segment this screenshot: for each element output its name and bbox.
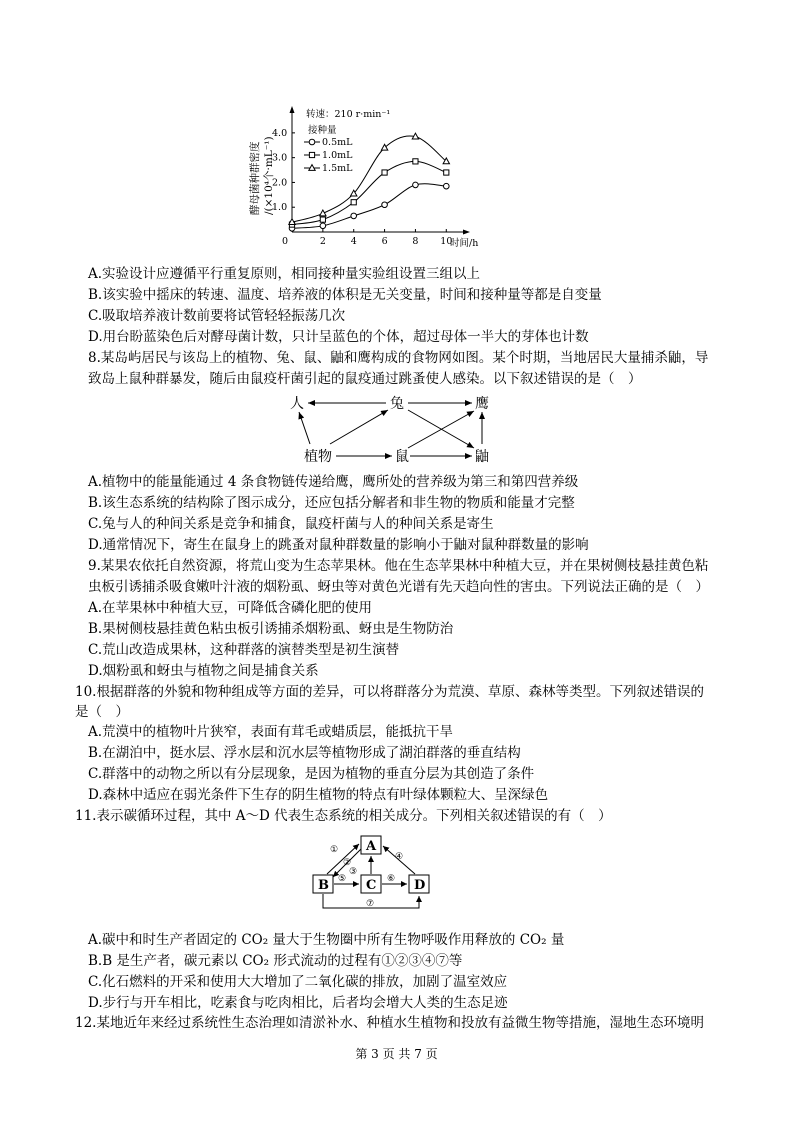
q12-stem-line1: 12.某地近年来经过系统性生态治理如清淤补水、种植水生植物和投放有益微生物等措施，湿地生态环境明 (75, 1015, 704, 1031)
series-point-0.5mL (320, 223, 326, 229)
series-point-0.5mL (443, 183, 449, 189)
q11-option-d: D.步行与开车相比，吃素食与吃肉相比，后者均会增大人类的生态足迹 (88, 995, 508, 1011)
chart-y-arrow (290, 106, 295, 113)
food-web-node-weasel: 鼬 (475, 449, 489, 465)
y-tick-label: 1.0 (272, 202, 288, 214)
q8-option-d: D.通常情况下，寄生在鼠身上的跳蚤对鼠种群数量的影响小于鼬对鼠种群数量的影响 (88, 537, 589, 553)
x-tick-label: 0 (282, 236, 289, 247)
q9-stem-line2: 虫板引诱捕杀吸食嫩叶汁液的烟粉虱、蚜虫等对黄色光谱有先天趋向性的害虫。下列说法正确的是（ ） (88, 579, 709, 595)
q7-option-c: C.吸取培养液计数前要将试管轻轻振荡几次 (88, 308, 346, 324)
legend-marker (309, 152, 314, 157)
q7-option-b: B.该实验中摇床的转速、温度、培养液的体积是无关变量，时间和接种量等都是自变量 (88, 287, 602, 303)
cc-node-b: B (318, 878, 329, 893)
y-tick-label: 2.0 (272, 177, 288, 189)
x-tick-label: 10 (440, 236, 453, 247)
page-footer: 第 3 页 共 7 页 (355, 1047, 438, 1061)
chart-plot (289, 133, 450, 231)
cc-node-d: D (414, 878, 426, 893)
cc-node-c: C (366, 878, 377, 893)
x-tick-label: 2 (319, 236, 326, 247)
chart-xlabel: 时间/h (450, 238, 479, 249)
arrow-plant-to-rabbit (330, 410, 388, 444)
q10-option-a: A.荒漠中的植物叶片狭窄，表面有茸毛或蜡质层，能抵抗干旱 (88, 724, 454, 740)
q11-option-a: A.碳中和时生产者固定的 CO₂ 量大于生物圈中所有生物呼吸作用释放的 CO₂ 量 (88, 932, 565, 948)
y-tick-label: 4.0 (272, 127, 288, 139)
food-web-node-plant: 植物 (304, 449, 332, 465)
legend-label: 1.5mL (322, 163, 353, 174)
cc-node-a: A (366, 839, 377, 854)
legend-label: 0.5mL (322, 137, 353, 148)
yeast-growth-chart (240, 100, 510, 260)
q9-option-c: C.荒山改造成果林，这种群落的演替类型是初生演替 (88, 642, 400, 658)
x-tick-label: 8 (412, 236, 419, 247)
carbon-cycle-diagram (305, 832, 445, 916)
q8-option-a: A.植物中的能量能通过 4 条食物链传递给鹰，鹰所处的营养级为第三和第四营养级 (88, 474, 579, 490)
q8-option-b: B.该生态系统的结构除了图示成分，还应包括分解者和非生物的物质和能量才完整 (88, 495, 575, 511)
cc-label-4: ④ (395, 852, 404, 862)
q9-option-a: A.在苹果林中种植大豆，可降低含磷化肥的使用 (88, 600, 373, 616)
chart-x-arrow (463, 230, 470, 235)
q11-stem: 11.表示碳循环过程，其中 A～D 代表生态系统的相关成分。下列相关叙述错误的有（ ） (75, 808, 612, 824)
chart-ticks (272, 128, 452, 247)
cc-label-3: ③ (349, 867, 358, 877)
q9-stem-line1: 9.某果农依托自然资源，将荒山变为生态苹果林。他在生态苹果林中种植大豆，并在果树侧枝悬挂黄色粘 (88, 558, 709, 574)
q10-stem-line2: 是（ ） (75, 704, 129, 720)
cc-label-7: ⑦ (366, 899, 375, 909)
series-point-0.5mL (351, 213, 357, 219)
chart-ylabel (248, 136, 275, 215)
cc-label-2: ② (343, 858, 352, 868)
series-point-0.5mL (413, 182, 419, 188)
series-point-0.5mL (382, 202, 388, 208)
q8-stem-line1: 8.某岛屿居民与该岛上的植物、兔、鼠、鼬和鹰构成的食物网如图。某个时期，当地居民大量捕杀鼬，导 (88, 350, 709, 366)
y-tick-label: 3.0 (272, 152, 288, 164)
chart-legend (304, 137, 353, 174)
series-point-1.0mL (320, 217, 325, 222)
food-web-node-mouse: 鼠 (395, 449, 409, 465)
q9-option-d: D.烟粉虱和蚜虫与植物之间是捕食关系 (88, 663, 319, 679)
x-tick-label: 6 (381, 236, 388, 247)
series-point-1.0mL (413, 159, 418, 164)
q10-stem-line1: 10.根据群落的外貌和物种组成等方面的差异，可以将群落分为荒漠、草原、森林等类型。下列叙述错误的 (75, 684, 704, 700)
legend-label: 1.0mL (322, 150, 353, 161)
series-line-1.5mL (292, 136, 446, 222)
cc-label-1: ① (330, 845, 339, 855)
q10-option-d: D.森林中适应在弱光条件下生存的阴生植物的特点有叶绿体颗粒大、呈深绿色 (88, 787, 549, 803)
q8-stem-line2: 致岛上鼠种群暴发，随后由鼠疫杆菌引起的鼠疫通过跳蚤使人感染。以下叙述错误的是（ ） (88, 371, 642, 387)
arrow-plant-to-human (299, 412, 310, 444)
series-point-1.0mL (382, 170, 387, 175)
q11-option-b: B.B 是生产者，碳元素以 CO₂ 形式流动的过程有①②③④⑦等 (88, 953, 463, 969)
food-web-node-hawk: 鹰 (475, 396, 489, 412)
food-web-diagram (290, 392, 510, 468)
series-point-1.0mL (444, 170, 449, 175)
q11-option-c: C.化石燃料的开采和使用大大增加了二氧化碳的排放，加剧了温室效应 (88, 974, 508, 990)
food-web-node-rabbit: 兔 (390, 396, 404, 412)
chart-legend-title: 接种量 (308, 125, 337, 136)
chart-ylabel-line1: 酵母菌种群密度 (249, 141, 261, 215)
q9-option-b: B.果树侧枝悬挂黄色粘虫板引诱捕杀烟粉虱、蚜虫是生物防治 (88, 621, 454, 637)
q8-option-c: C.兔与人的种间关系是竞争和捕食，鼠疫杆菌与人的种间关系是寄生 (88, 516, 494, 532)
series-point-1.0mL (351, 200, 356, 205)
cc-label-5: ⑤ (338, 874, 347, 884)
chart-ylabel-line2: /(×10⁴个·mL⁻¹) (263, 136, 275, 215)
food-web-node-human: 人 (290, 396, 304, 412)
cc-label-6: ⑥ (387, 874, 396, 884)
q10-option-b: B.在湖泊中，挺水层、浮水层和沉水层等植物形成了湖泊群落的垂直结构 (88, 745, 521, 761)
chart-title: 转速：210 r·min⁻¹ (306, 109, 391, 120)
legend-marker (309, 139, 315, 145)
q7-option-a: A.实验设计应遵循平行重复原则，相同接种量实验组设置三组以上 (88, 266, 481, 282)
q10-option-c: C.群落中的动物之所以有分层现象，是因为植物的垂直分层为其创造了条件 (88, 766, 535, 782)
q7-option-d: D.用台盼蓝染色后对酵母菌计数，只计呈蓝色的个体，超过母体一半大的芽体也计数 (88, 329, 589, 345)
x-tick-label: 4 (350, 236, 357, 247)
